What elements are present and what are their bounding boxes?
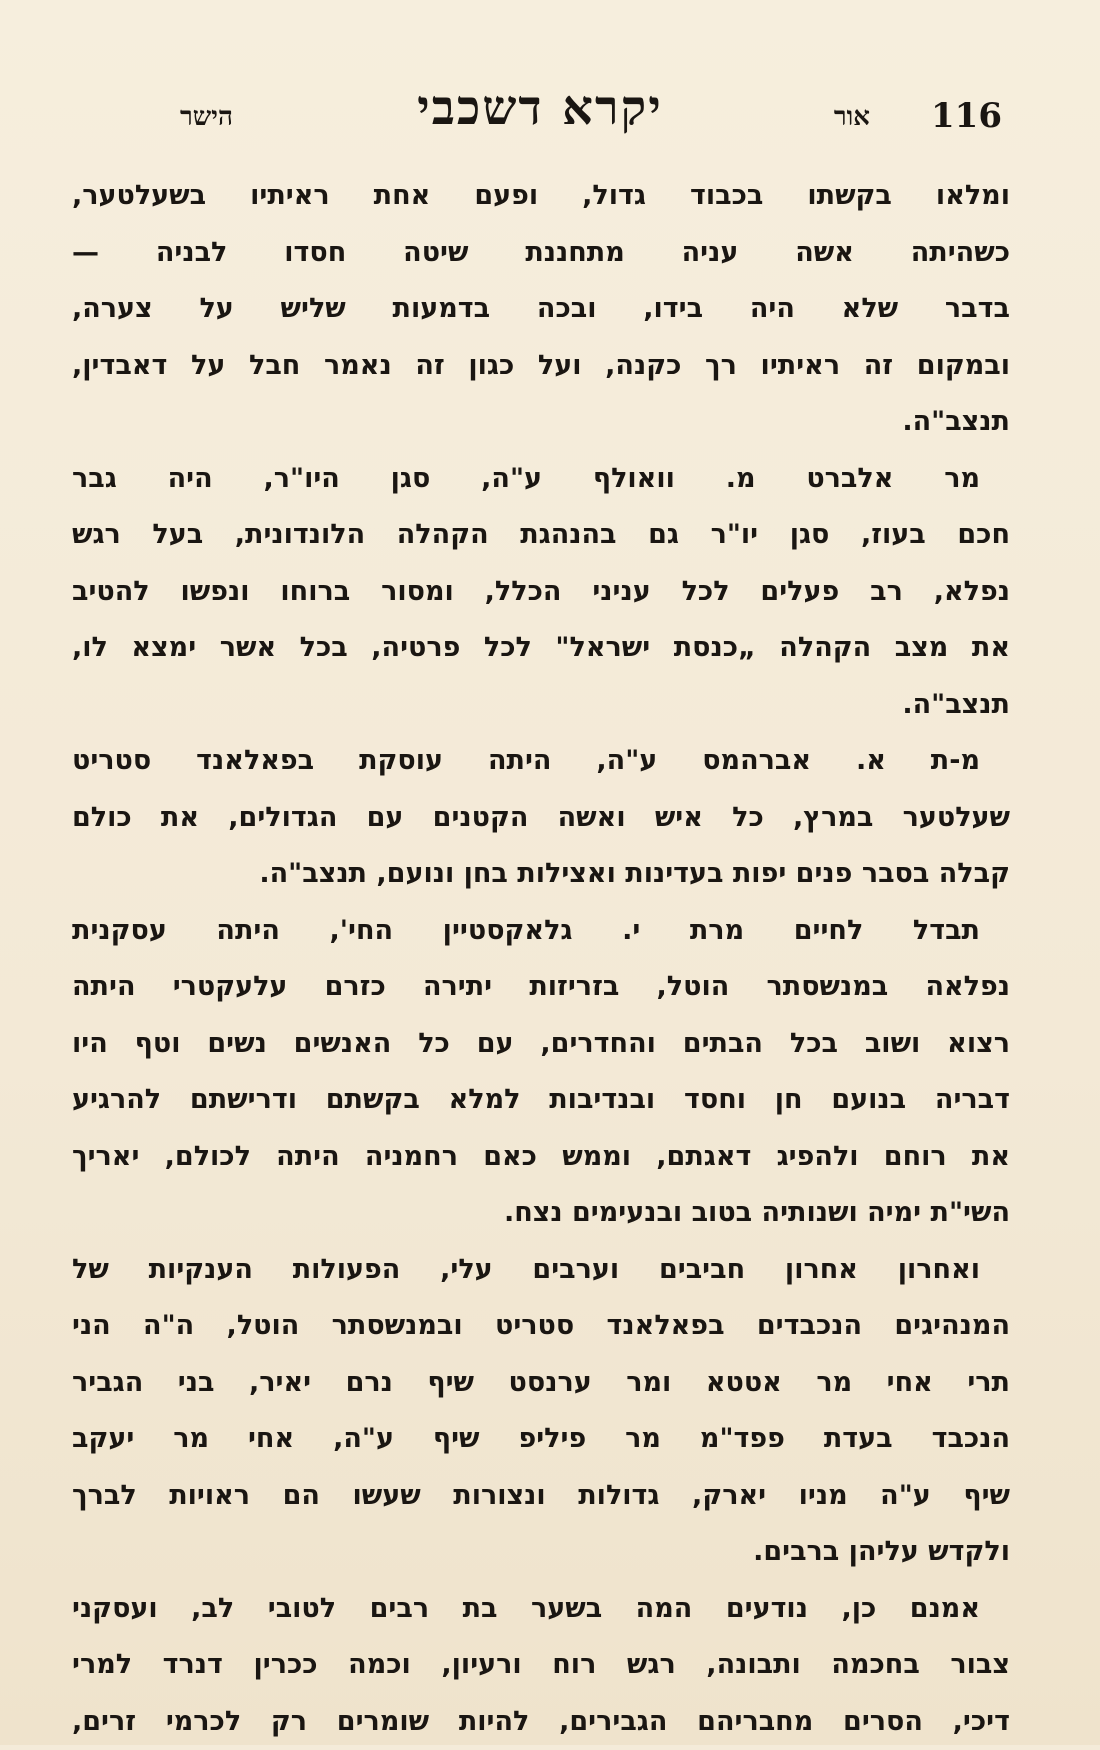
text-line: ומלאו בקשתו בכבוד גדול, ופעם אחת ראיתיו בשעלטער, (72, 168, 1010, 225)
text-line: מר אלברט מ. וואולף ע"ה, סגן היו"ר, היה גבר (72, 451, 1010, 508)
text-line: חכם בעוז, סגן יו"ר גם בהנהגת הקהלה הלונדונית, בעל רגש (72, 507, 1010, 564)
paragraph (72, 1581, 1010, 1750)
running-header (70, 80, 1010, 170)
text-line: כשהיתה אשה עניה מתחננת שיטה חסדו לבניה — (72, 225, 1010, 282)
text-line: נפלאה במנשסתר הוטל, בזריזות יתירה כזרם עלעקטרי היתה (72, 959, 1010, 1016)
text-line: ולקדש עליהן ברבים. (72, 1524, 1010, 1581)
text-line: תבדל לחיים מרת י. גלאקסטיין החי', היתה עסקנית (72, 903, 1010, 960)
text-line: תרי אחי מר אטטא ומר ערנסט שיף נרם יאיר, בני הגביר (72, 1355, 1010, 1412)
text-line: ובמקום זה ראיתיו רך כקנה, ועל כגון זה נאמר חבל על דאבדין, (72, 338, 1010, 395)
text-line: צבור בחכמה ותבונה, רגש רוח ורעיון, וכמה ככרין דנרד למרי (72, 1637, 1010, 1694)
text-line: תנצב"ה. (72, 677, 1010, 734)
paragraph (72, 903, 1010, 1242)
text-line: דבריה בנועם חן וחסד ובנדיבות למלא בקשתם ודרישתם להרגיע (72, 1072, 1010, 1129)
text-line: את רוחם ולהפיג דאגתם, וממש כאם רחמניה היתה לכולם, יאריך (72, 1129, 1010, 1186)
paragraph (72, 733, 1010, 903)
paragraph (72, 168, 1010, 451)
page-number: 116 (931, 96, 1002, 136)
body-text (72, 168, 1010, 1750)
text-line: בדבר שלא היה בידו, ובכה בדמעות שליש על צערה, (72, 281, 1010, 338)
text-line: השי"ת ימיה ושנותיה בטוב ובנעימים נצח. (72, 1185, 1010, 1242)
paragraph (72, 451, 1010, 734)
text-line: ואחרון אחרון חביבים וערבים עלי, הפעולות הענקיות של (72, 1242, 1010, 1299)
text-line: דיכי, הסרים מחבריהם הגבירים, להיות שומרים רק לכרמי זרים, (72, 1694, 1010, 1750)
text-line: רצוא ושוב בכל הבתים והחדרים, עם כל האנשים נשים וטף היו (72, 1016, 1010, 1073)
text-line: תנצב"ה. (72, 394, 1010, 451)
text-line: את מצב הקהלה „כנסת ישראל" לכל פרטיה, בכל אשר ימצא לו, (72, 620, 1010, 677)
text-line: אמנם כן, נודעים המה בשער בת רבים לטובי לב, ועסקני (72, 1581, 1010, 1638)
paragraph (72, 1242, 1010, 1581)
text-line: הנכבד בעדת פפד"מ מר פיליפ שיף ע"ה, אחי מר יעקב (72, 1411, 1010, 1468)
text-line: המנהיגים הנכבדים בפאלאנד סטריט ובמנשסתר הוטל, ה"ה הני (72, 1298, 1010, 1355)
header-word-or: אור (834, 102, 870, 132)
text-line: שיף ע"ה מניו יארק, גדולות ונצורות שעשו הם ראויות לברך (72, 1468, 1010, 1525)
text-line: נפלא, רב פעלים לכל עניני הכלל, ומסור ברוחו ונפשו להטיב (72, 564, 1010, 621)
text-line: קבלה בסבר פנים יפות בעדינות ואצילות בחן ונועם, תנצב"ה. (72, 846, 1010, 903)
text-line: שעלטער במרץ, כל איש ואשה הקטנים עם הגדולים, את כולם (72, 790, 1010, 847)
text-line: מ-ת א. אברהמס ע"ה, היתה עוסקת בפאלאנד סטריט (72, 733, 1010, 790)
page-title: יקרא דשכבי (70, 80, 1010, 136)
header-word-hayashar: הישר (180, 102, 233, 132)
